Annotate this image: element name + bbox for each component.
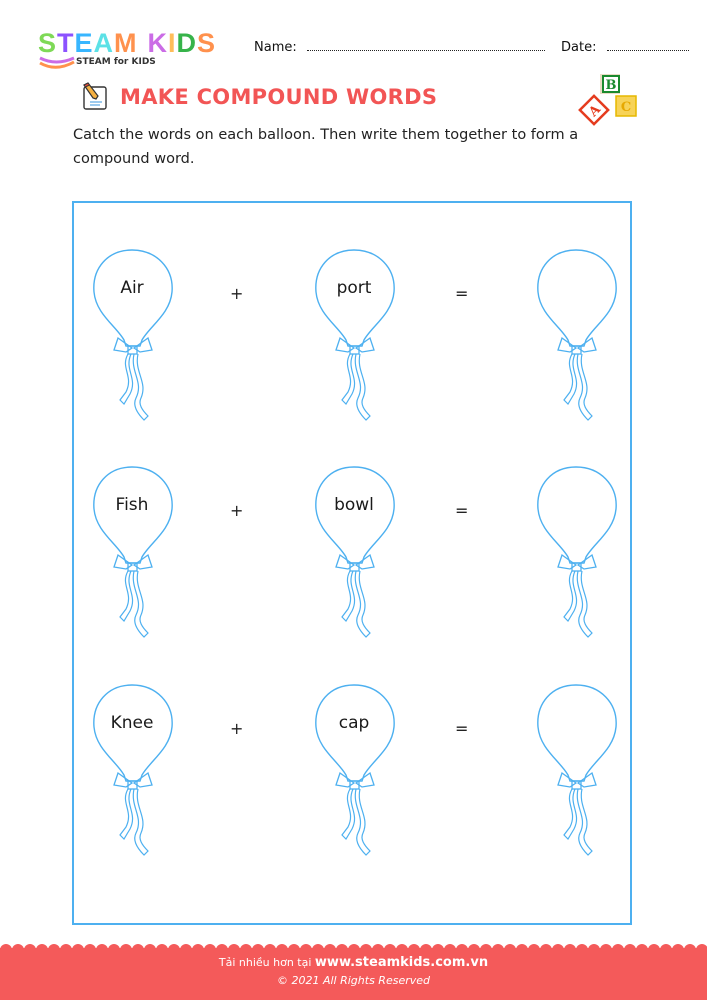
compound-row (74, 248, 630, 448)
balloon-word: bowl (334, 495, 374, 515)
balloon-icon (312, 683, 402, 863)
footer-prefix: Tải nhiều hơn tại (218, 956, 315, 969)
first-word-balloon (90, 248, 180, 428)
logo-letter: M (114, 28, 138, 58)
plus-sign: + (230, 284, 244, 303)
logo-swoosh-icon (38, 54, 78, 74)
balloon-word: cap (338, 713, 370, 733)
balloon-word: Fish (115, 495, 149, 515)
balloon-icon (90, 683, 180, 863)
second-word-balloon (312, 683, 402, 863)
logo-letter: E (74, 28, 94, 58)
logo-wordmark (38, 30, 216, 57)
equals-sign: = (455, 501, 469, 520)
exercise-frame (72, 201, 632, 925)
svg-text:C: C (620, 100, 632, 115)
first-word-balloon (90, 465, 180, 645)
equals-sign: = (455, 719, 469, 738)
first-word-balloon (90, 683, 180, 863)
plus-sign: + (230, 501, 244, 520)
date-line[interactable] (607, 40, 689, 51)
answer-balloon[interactable] (534, 683, 624, 863)
logo-letter: S (38, 28, 58, 58)
compound-row (74, 465, 630, 665)
worksheet-title: MAKE COMPOUND WORDS (120, 85, 438, 109)
name-label: Name: (254, 40, 297, 55)
footer-download-line (0, 955, 707, 970)
answer-balloon[interactable] (534, 465, 624, 645)
footer-url-link[interactable]: www.steamkids.com.vn (314, 955, 489, 970)
logo-letter: D (176, 28, 198, 58)
balloon-word: Air (120, 278, 144, 298)
balloon-icon (90, 248, 180, 428)
logo-letter: I (168, 28, 177, 58)
second-word-balloon (312, 248, 402, 428)
balloon-icon (534, 248, 624, 428)
abc-blocks-icon (578, 72, 642, 128)
logo-letter: S (197, 28, 217, 58)
logo-letter: K (147, 28, 169, 58)
plus-sign: + (230, 719, 244, 738)
balloon-icon (90, 465, 180, 645)
name-line[interactable] (307, 40, 545, 51)
date-label: Date: (561, 40, 597, 55)
balloon-icon (312, 248, 402, 428)
balloon-icon (312, 465, 402, 645)
svg-text:A: A (586, 102, 604, 120)
logo-letter: T (57, 28, 75, 58)
logo-letter: A (93, 28, 115, 58)
title-row (80, 82, 437, 112)
compound-row (74, 683, 630, 883)
equals-sign: = (455, 284, 469, 303)
footer-copyright: © 2021 All Rights Reserved (276, 974, 430, 987)
balloon-icon (534, 683, 624, 863)
svg-text:B: B (605, 78, 617, 93)
balloon-icon (534, 465, 624, 645)
second-word-balloon (312, 465, 402, 645)
logo-subtitle: STEAM for KIDS (76, 57, 156, 67)
answer-balloon[interactable] (534, 248, 624, 428)
instructions-text: Catch the words on each balloon. Then write them together to form a compound word. (73, 127, 579, 167)
pencil-paper-icon (80, 82, 110, 112)
name-date-fields (254, 40, 689, 55)
steam-kids-logo (38, 28, 217, 67)
balloon-word: Knee (110, 713, 154, 733)
balloon-word: port (336, 278, 372, 298)
